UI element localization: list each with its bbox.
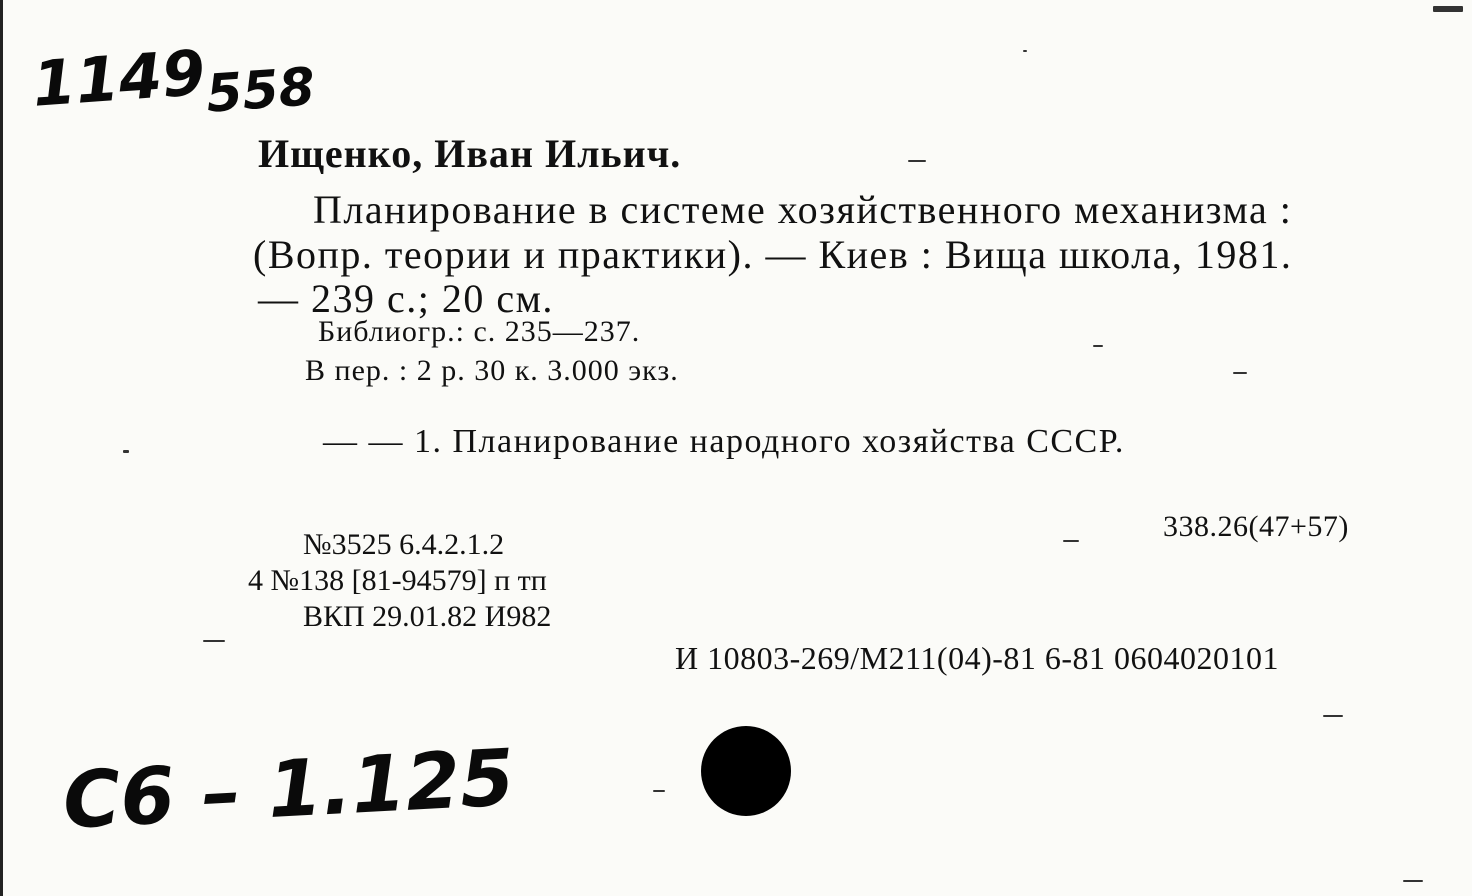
price-note: В пер. : 2 р. 30 к. 3.000 экз. (305, 354, 679, 387)
punch-hole (701, 726, 791, 816)
record-line-1: №3525 6.4.2.1.2 (303, 528, 505, 561)
title-line-2: (Вопр. теории и практики). — Киев : Вища школа, 1981. (253, 232, 1293, 277)
subject-heading: — — 1. Планирование народного хозяйства СССР. (323, 423, 1125, 460)
bibliography-note: Библиогр.: с. 235—237. (318, 315, 641, 348)
record-line-2: 4 №138 [81-94579] п тп (248, 564, 547, 597)
udc-classification: 338.26(47+57) (1163, 510, 1349, 543)
record-line-3: ВКП 29.01.82 И982 (303, 600, 552, 633)
handwritten-shelfmark: C6 – 1.125 (60, 733, 517, 847)
title-line-1: Планирование в системе хозяйственного механизма : (313, 187, 1293, 232)
catalog-code: И 10803-269/М211(04)-81 6-81 0604020101 (675, 640, 1280, 676)
handwritten-inventory-number: $1149_{558}$ (30, 35, 317, 125)
title-line-3: — 239 с.; 20 см. (258, 276, 554, 321)
author-heading: Ищенко, Иван Ильич. (258, 131, 682, 176)
handwritten-inventory-number-sub: 558 (204, 57, 317, 125)
